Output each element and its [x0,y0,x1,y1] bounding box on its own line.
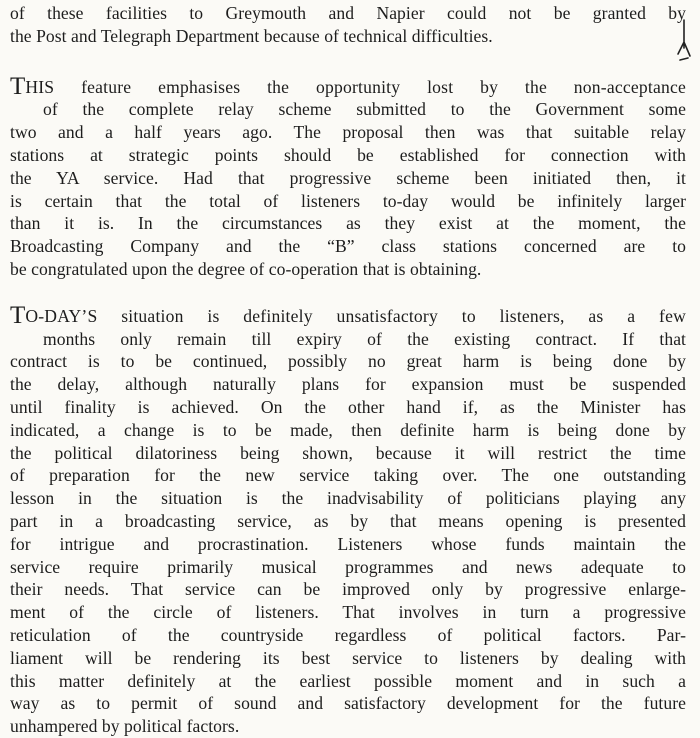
drop-cap: T [10,72,26,100]
article-page [10,2,686,738]
text-line: indicated, a change is to be made, then definite harm is being done by [10,419,686,440]
text-line: two and a half years ago. The proposal then was that suitable relay [10,122,686,143]
text-line: reticulation of the countryside regardless of political factors. Par- [10,624,686,645]
text-line: the Post and Telegraph Department because of technical difficulties. [10,25,493,46]
text-line: way as to permit of sound and satisfactory development for the future [10,693,686,714]
text-line: the delay, although naturally plans for expansion must be suspended [10,374,686,395]
text-line: Broadcasting Company and the “B” class stations concerned are to [10,236,686,257]
paragraph-spacer [10,281,686,305]
paragraph-3 [10,301,686,738]
text-line: is certain that the total of listeners to-day would be infinitely larger [10,190,686,211]
text-line: lesson in the situation is the inadvisability of politicians playing any [10,488,686,509]
text-line: of preparation for the new service taking over. The one outstanding [10,465,686,486]
text-line: until finality is achieved. On the other hand if, as the Minister has [10,396,686,417]
text-line: the YA service. Had that progressive scheme been initiated then, it [10,167,686,188]
paragraph-spacer [10,48,686,76]
drop-cap: T [10,301,26,329]
text-line-first [10,72,686,100]
text-line-first [10,301,686,329]
text-line: ment of the circle of listeners. That involves in turn a progressive [10,602,686,623]
text-line: contract is to be continued, possibly no great harm is being done by [10,351,686,372]
text-line: be congratulated upon the degree of co-operation that is obtaining. [10,258,482,279]
text-line: months only remain till expiry of the existing contract. If that [43,328,686,349]
text-line: of the complete relay scheme submitted to the Government some [43,99,686,120]
text-line: for intrigue and procrastination. Listeners whose funds maintain the [10,533,686,554]
text-line: than it is. In the circumstances as they exist at the moment, the [10,213,686,234]
text-line: of these facilities to Greymouth and Napier could not be granted by [10,3,686,23]
paragraph-2 [10,72,686,281]
first-line-rest: O-DAY’S situation is definitely unsatisfactory to listeners, as a few [25,305,686,326]
paragraph-1 [10,2,686,48]
text-line: their needs. That service can be improved only by progressive enlarge- [10,579,686,600]
text-line: part in a broadcasting service, as by that means opening is presented [10,510,686,531]
first-line-rest: HIS feature emphasises the opportunity lost by the non-acceptance [25,76,686,97]
text-line: this matter definitely at the earliest possible moment and in such a [10,670,686,691]
margin-mark-icon [674,18,694,62]
text-line: liament will be rendering its best service to listeners by dealing with [10,647,686,668]
text-line: unhampered by political factors. [10,716,240,737]
text-line: the political dilatoriness being shown, because it will restrict the time [10,442,686,463]
text-line: stations at strategic points should be established for connection with [10,144,686,165]
text-line: service require primarily musical programmes and news adequate to [10,556,686,577]
